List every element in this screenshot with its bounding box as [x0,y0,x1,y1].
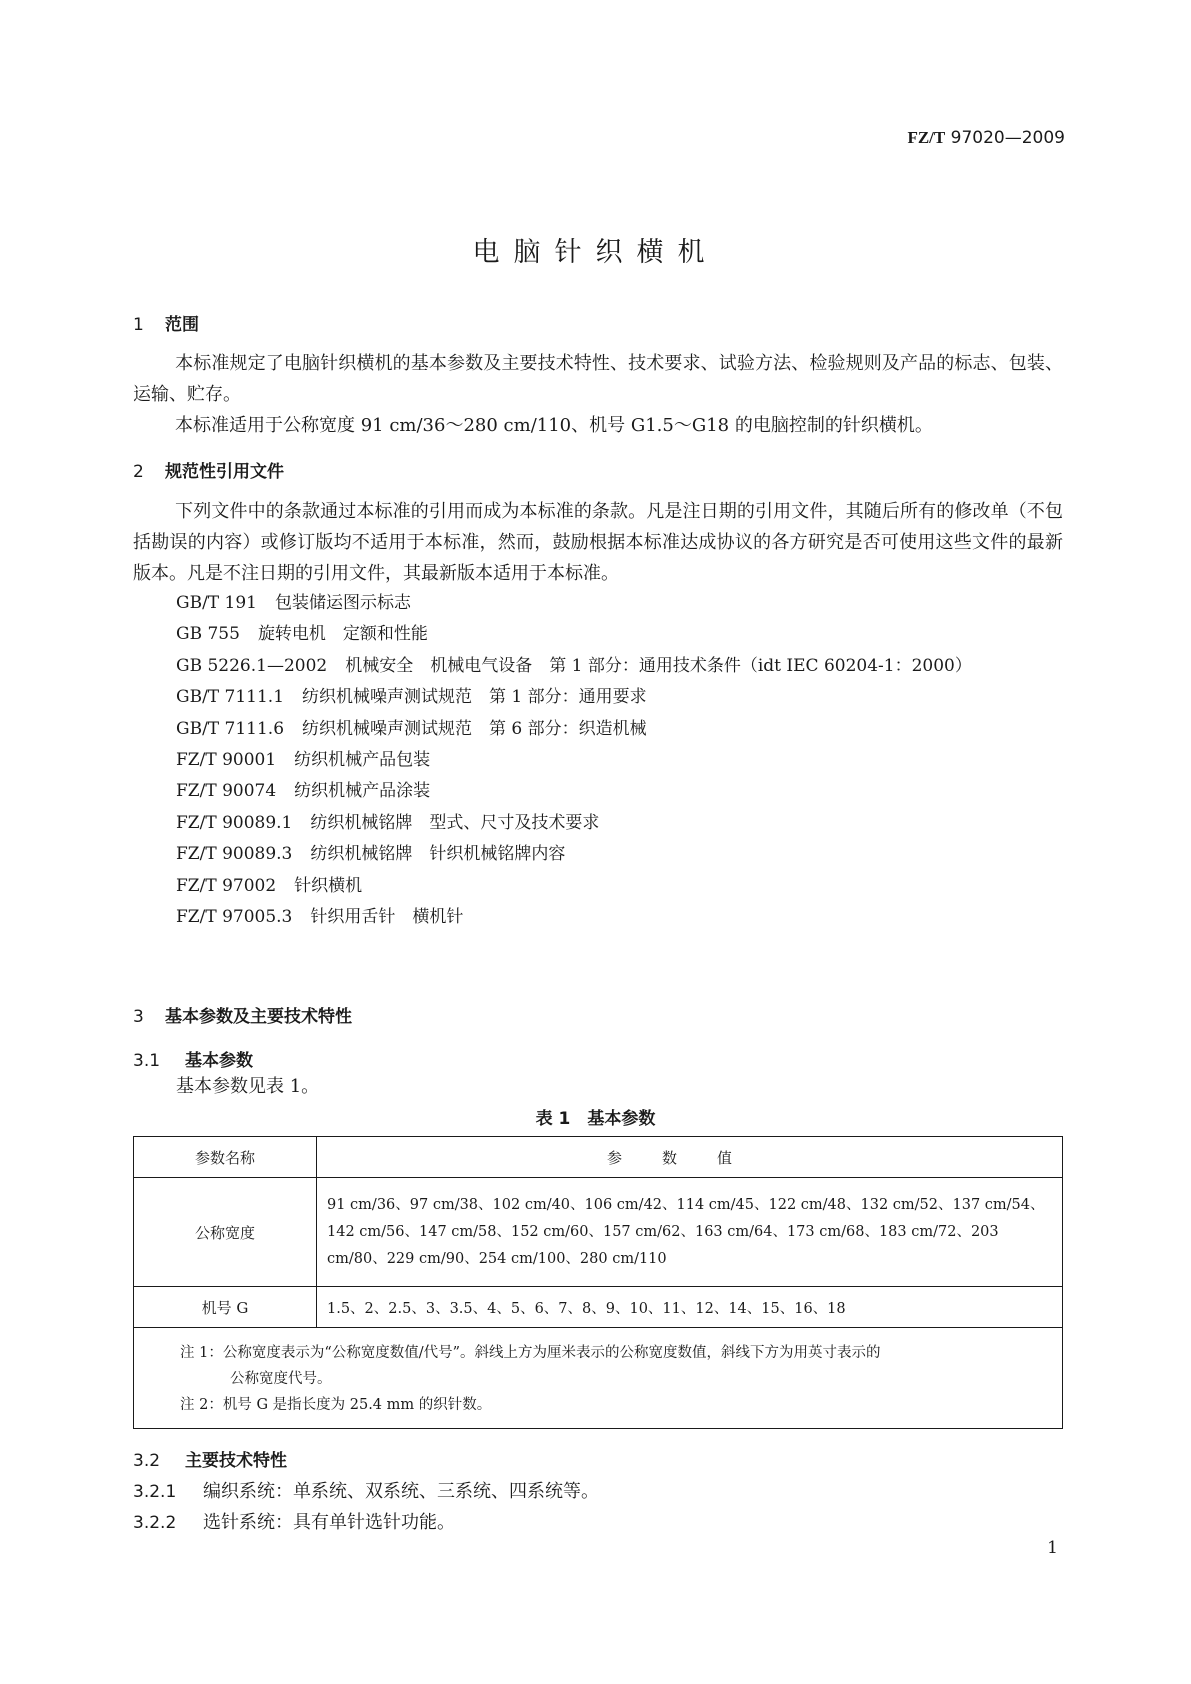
section-1-paragraph-1-text: 本标准规定了电脑针织横机的基本参数及主要技术特性、技术要求、试验方法、检验规则及产品的标志、包装、运输、贮存。 [133,353,1063,405]
section-1-paragraph-2 [133,410,1063,441]
table-row [134,1178,1063,1287]
table-cell-value: 1.5、2、2.5、3、3.5、4、5、6、7、8、9、10、11、12、14、15、16、18 [317,1287,1063,1328]
reference-title: 针织用舌针 横机针 [310,906,464,927]
reference-code: GB/T 7111.1 [176,687,285,708]
reference-item [176,745,972,776]
section-1-paragraph-1 [133,348,1063,410]
reference-title: 纺织机械产品包装 [294,749,431,770]
section-2-paragraph-text: 下列文件中的条款通过本标准的引用而成为本标准的条款。凡是注日期的引用文件，其随后所有的修改单（不包括勘误的内容）或修订版均不适用于本标准，然而，鼓励根据本标准达成协议的各方研究是否可使用这些文件的最新版本。凡是不注日期的引用文件，其最新版本适用于本标准。 [133,501,1063,584]
standard-code-prefix: FZ/T [907,128,946,147]
basic-parameters-table [133,1136,1063,1429]
section-3-2-2 [133,1508,455,1534]
section-1-title: 范围 [165,315,199,335]
page-number: 1 [1047,1538,1058,1558]
reference-item [176,808,972,839]
reference-title: 旋转电机 定额和性能 [257,624,428,645]
section-3-1-number: 3.1 [133,1051,161,1071]
reference-title: 纺织机械铭牌 型式、尺寸及技术要求 [310,812,600,833]
section-3-2-heading [133,1446,287,1471]
reference-code: GB/T 7111.6 [176,718,285,739]
section-3-1-text: 基本参数见表 1。 [176,1076,320,1097]
table-caption: 表 1 基本参数 [535,1109,656,1129]
section-3-title: 基本参数及主要技术特性 [165,1007,352,1027]
reference-code: GB 755 [176,624,240,645]
table-notes-row [134,1328,1063,1429]
reference-code: FZ/T 90074 [176,781,277,802]
reference-code: FZ/T 97005.3 [176,906,293,927]
reference-title: 纺织机械铭牌 针织机械铭牌内容 [310,844,566,865]
table-cell-value: 91 cm/36、97 cm/38、102 cm/40、106 cm/42、114 cm/45、122 cm/48、132 cm/52、137 cm/54、142 cm/56、147 cm/58、152 cm/60、157 cm/62、163 cm/64、173 cm/68、183 cm/72、203 cm/80、229 cm/90、254 cm/100、280 cm/110 [317,1178,1063,1287]
section-3-2-number: 3.2 [133,1451,161,1471]
reference-item [176,682,972,713]
section-3-2-1-number: 3.2.1 [133,1482,177,1502]
reference-title: 纺织机械噪声测试规范 第 1 部分：通用要求 [302,687,647,708]
reference-item [176,651,972,682]
section-3-2-1 [133,1477,599,1503]
reference-code: FZ/T 97002 [176,875,277,896]
table-cell-name: 公称宽度 [134,1178,317,1287]
section-2-paragraph [133,496,1063,589]
reference-title: 机械安全 机械电气设备 第 1 部分：通用技术条件（idt IEC 60204-1：2000） [345,655,972,676]
reference-code: FZ/T 90001 [176,749,277,770]
section-3-1-heading [133,1046,253,1071]
section-1-number: 1 [133,315,144,335]
reference-item [176,839,972,870]
table-note-1: 注 1：公称宽度表示为“公称宽度数值/代号”。斜线上方为厘米表示的公称宽度数值，斜线下方为用英寸表示的 [180,1345,881,1361]
reference-code: FZ/T 90089.3 [176,844,293,865]
reference-title: 包装储运图示标志 [275,593,411,613]
table-note-1-continued: 公称宽度代号。 [230,1371,332,1387]
section-2-heading [133,457,284,482]
reference-code: GB/T 191 [176,593,257,613]
section-3-2-title: 主要技术特性 [185,1451,287,1471]
section-3-heading [133,1002,352,1027]
reference-item [176,776,972,807]
section-2-title: 规范性引用文件 [165,462,284,482]
section-3-1-title: 基本参数 [185,1051,253,1071]
document-title: 电脑针织横机 [472,237,719,268]
table-header-text: 参数值 [606,1148,772,1167]
section-2-number: 2 [133,462,144,482]
reference-title: 针织横机 [294,875,363,896]
standard-code-number: 97020—2009 [950,128,1065,148]
table-note-2: 注 2：机号 G 是指长度为 25.4 mm 的织针数。 [180,1397,492,1413]
reference-title: 纺织机械产品涂装 [294,781,431,802]
reference-code: FZ/T 90089.1 [176,812,293,833]
section-3-2-2-text: 选针系统：具有单针选针功能。 [203,1512,455,1533]
section-1-paragraph-2-text: 本标准适用于公称宽度 91 cm/36～280 cm/110、机号 G1.5～G18 的电脑控制的针织横机。 [175,415,933,436]
reference-item [176,619,972,650]
table-notes [134,1328,1063,1429]
reference-item [176,902,972,933]
normative-references-list [176,588,972,933]
table-header-row [134,1137,1063,1178]
section-3-number: 3 [133,1007,144,1027]
table-header-cell [317,1137,1063,1178]
table-row [134,1287,1063,1328]
reference-item [176,714,972,745]
table-header-cell: 参数名称 [134,1137,317,1178]
table-cell-name: 机号 G [134,1287,317,1328]
section-1-heading [133,310,199,335]
reference-item [176,871,972,902]
reference-title: 纺织机械噪声测试规范 第 6 部分：织造机械 [302,718,647,739]
standard-code [907,128,1065,148]
section-3-2-2-number: 3.2.2 [133,1513,177,1533]
reference-code: GB 5226.1—2002 [176,655,328,676]
section-3-2-1-text: 编织系统：单系统、双系统、三系统、四系统等。 [203,1481,599,1502]
reference-item [176,588,972,619]
